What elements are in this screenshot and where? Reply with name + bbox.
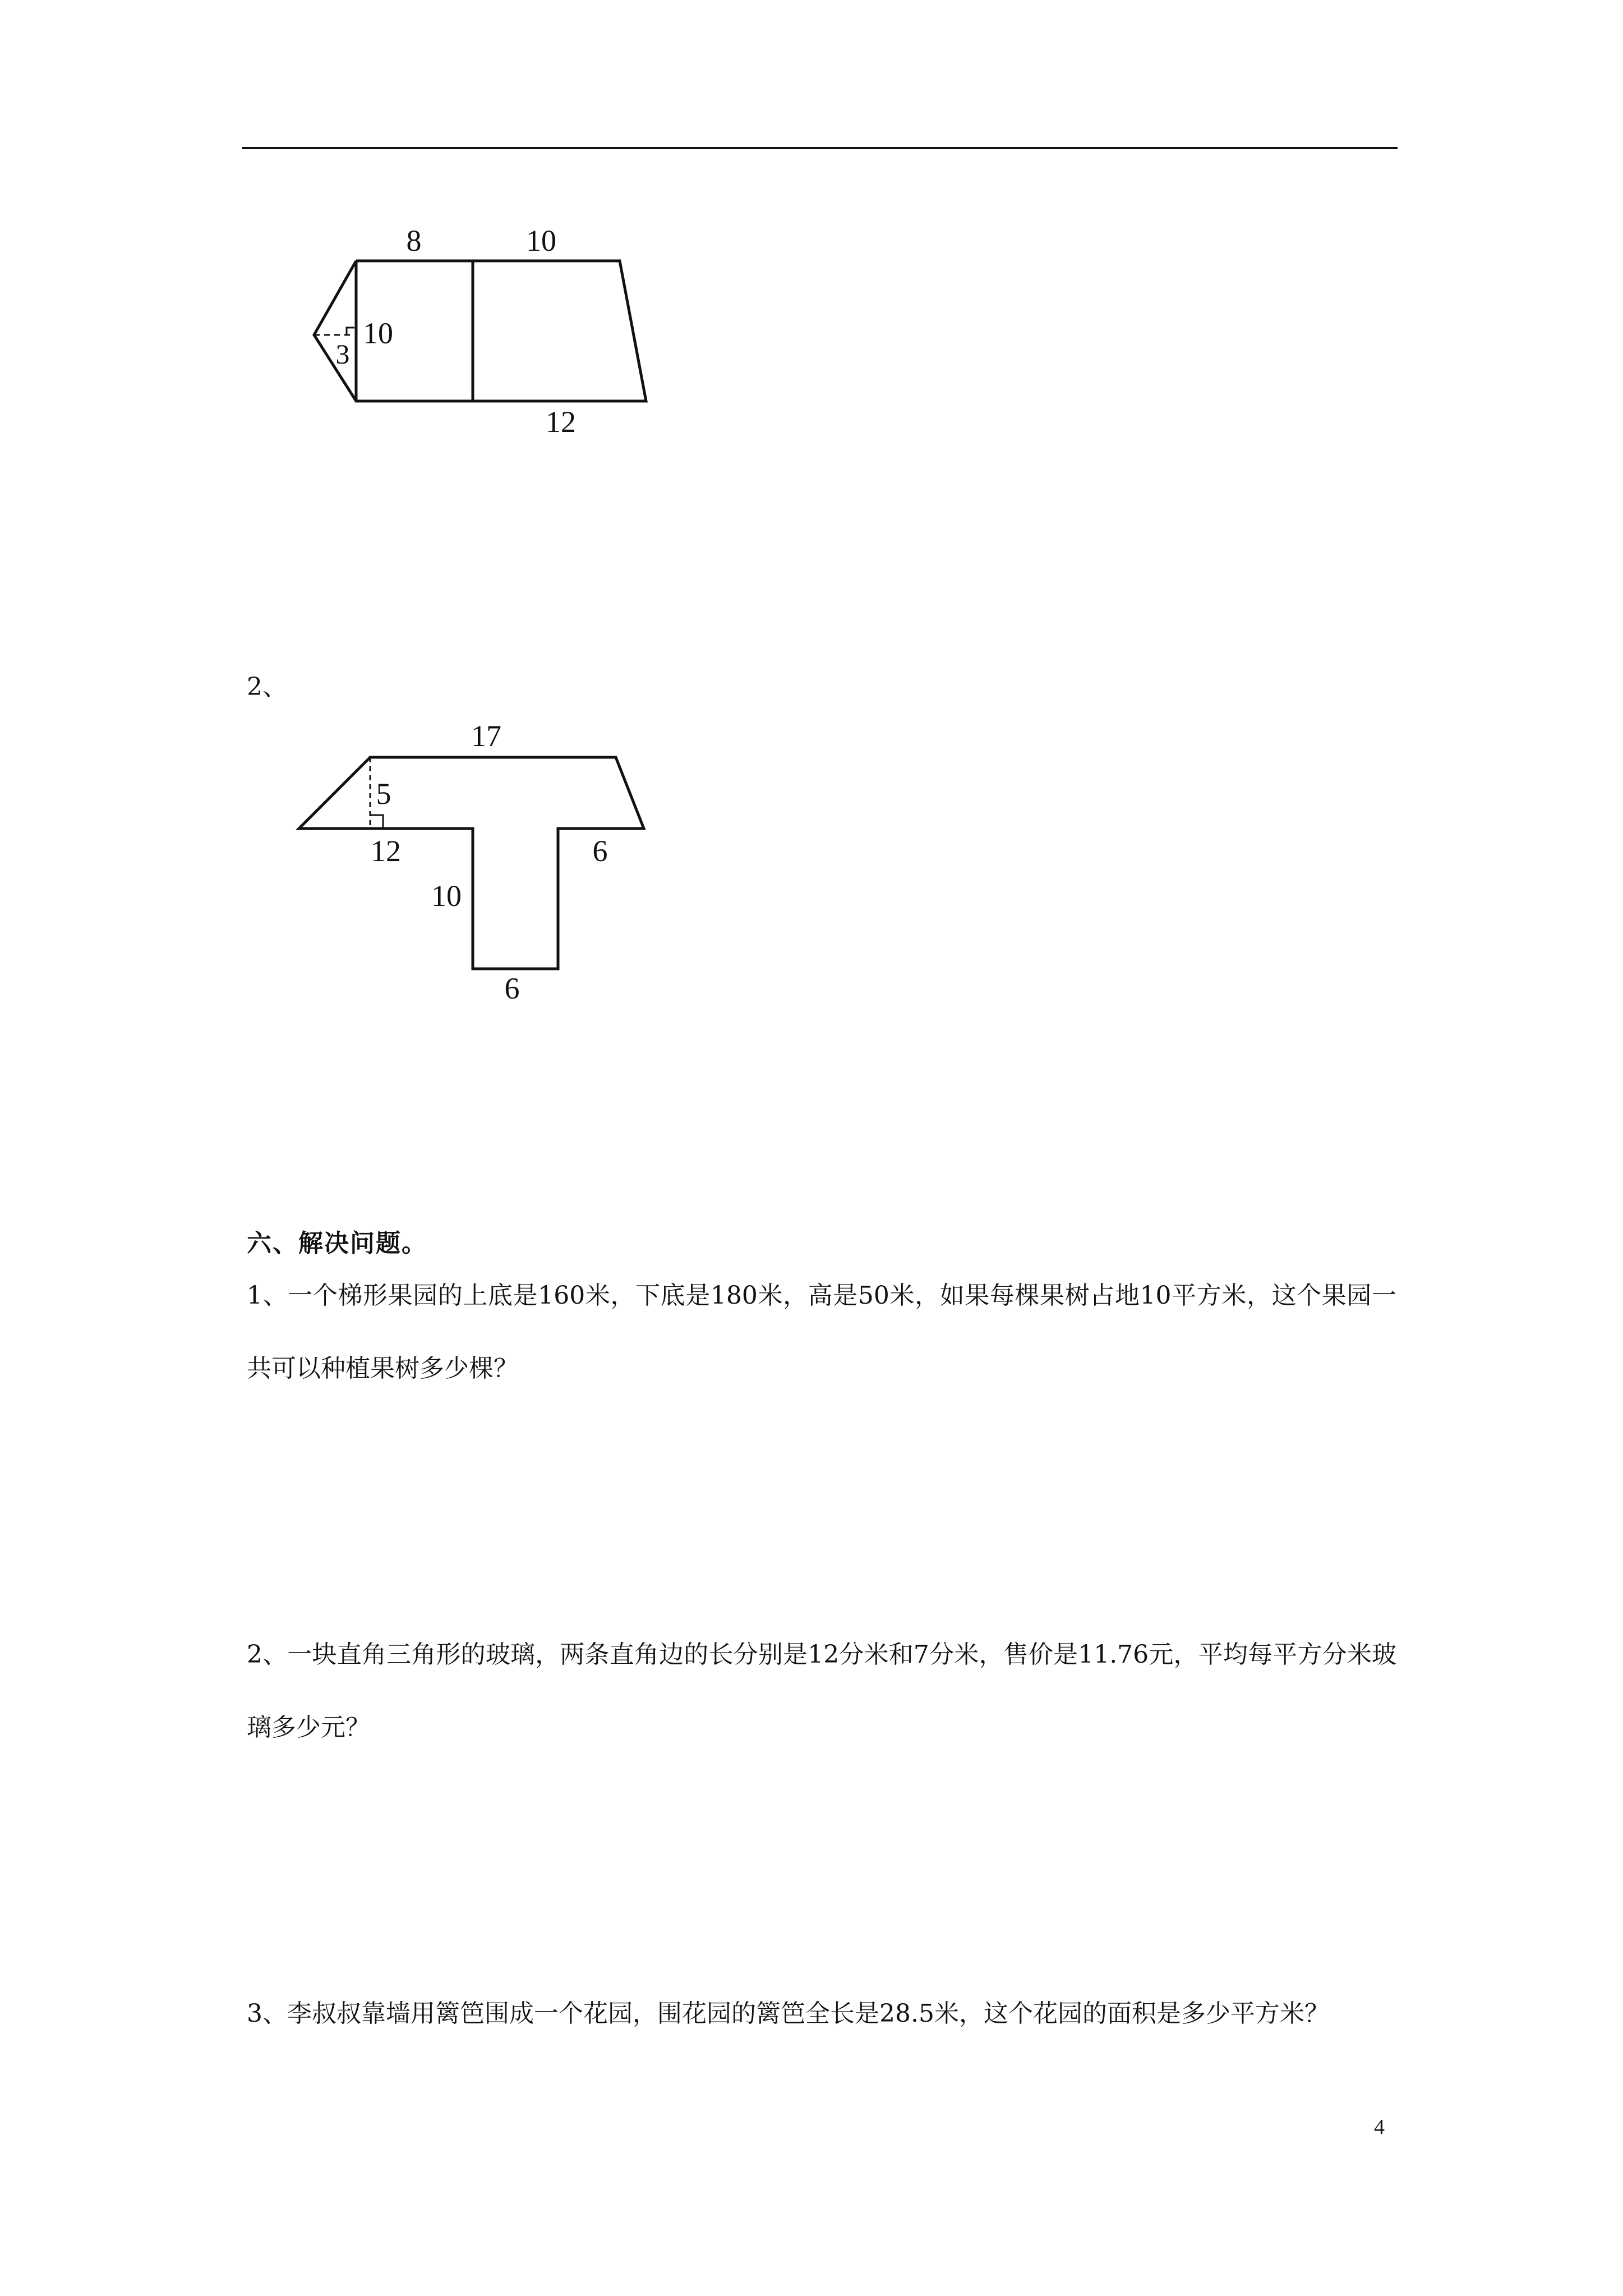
fig1-label-10-top: 10 xyxy=(526,224,556,257)
figure-2-number: 2、 xyxy=(247,673,287,701)
fig1-label-3: 3 xyxy=(335,338,350,370)
problem-1: 1、一个梯形果园的上底是160米，下底是180米，高是50米，如果每棵果树占地10平方米，这个果园一共可以种植果树多少棵？ xyxy=(247,1281,1396,1383)
problem-2: 2、一块直角三角形的玻璃，两条直角边的长分别是12分米和7分米，售价是11.76元，平均每平方分米玻璃多少元？ xyxy=(247,1640,1396,1742)
section-title: 六、解决问题。 xyxy=(247,1229,427,1258)
fig2-right-angle-mark xyxy=(370,815,383,827)
page-number: 4 xyxy=(1374,2115,1385,2139)
fig2-label-6-bottom: 6 xyxy=(504,972,520,1005)
fig1-label-12: 12 xyxy=(546,405,576,439)
fig1-label-8: 8 xyxy=(406,224,422,257)
fig2-label-6-right: 6 xyxy=(592,834,608,868)
composite-figure-2 xyxy=(0,0,1623,1066)
fig2-label-17: 17 xyxy=(471,719,501,753)
fig2-label-10: 10 xyxy=(431,879,462,913)
fig2-label-12: 12 xyxy=(371,834,401,868)
problem-3: 3、李叔叔靠墙用篱笆围成一个花园，围花园的篱笆全长是28.5米，这个花园的面积是多少平方米？ xyxy=(247,1999,1329,2028)
fig2-label-5: 5 xyxy=(376,777,391,811)
fig1-label-10-side: 10 xyxy=(363,316,393,350)
